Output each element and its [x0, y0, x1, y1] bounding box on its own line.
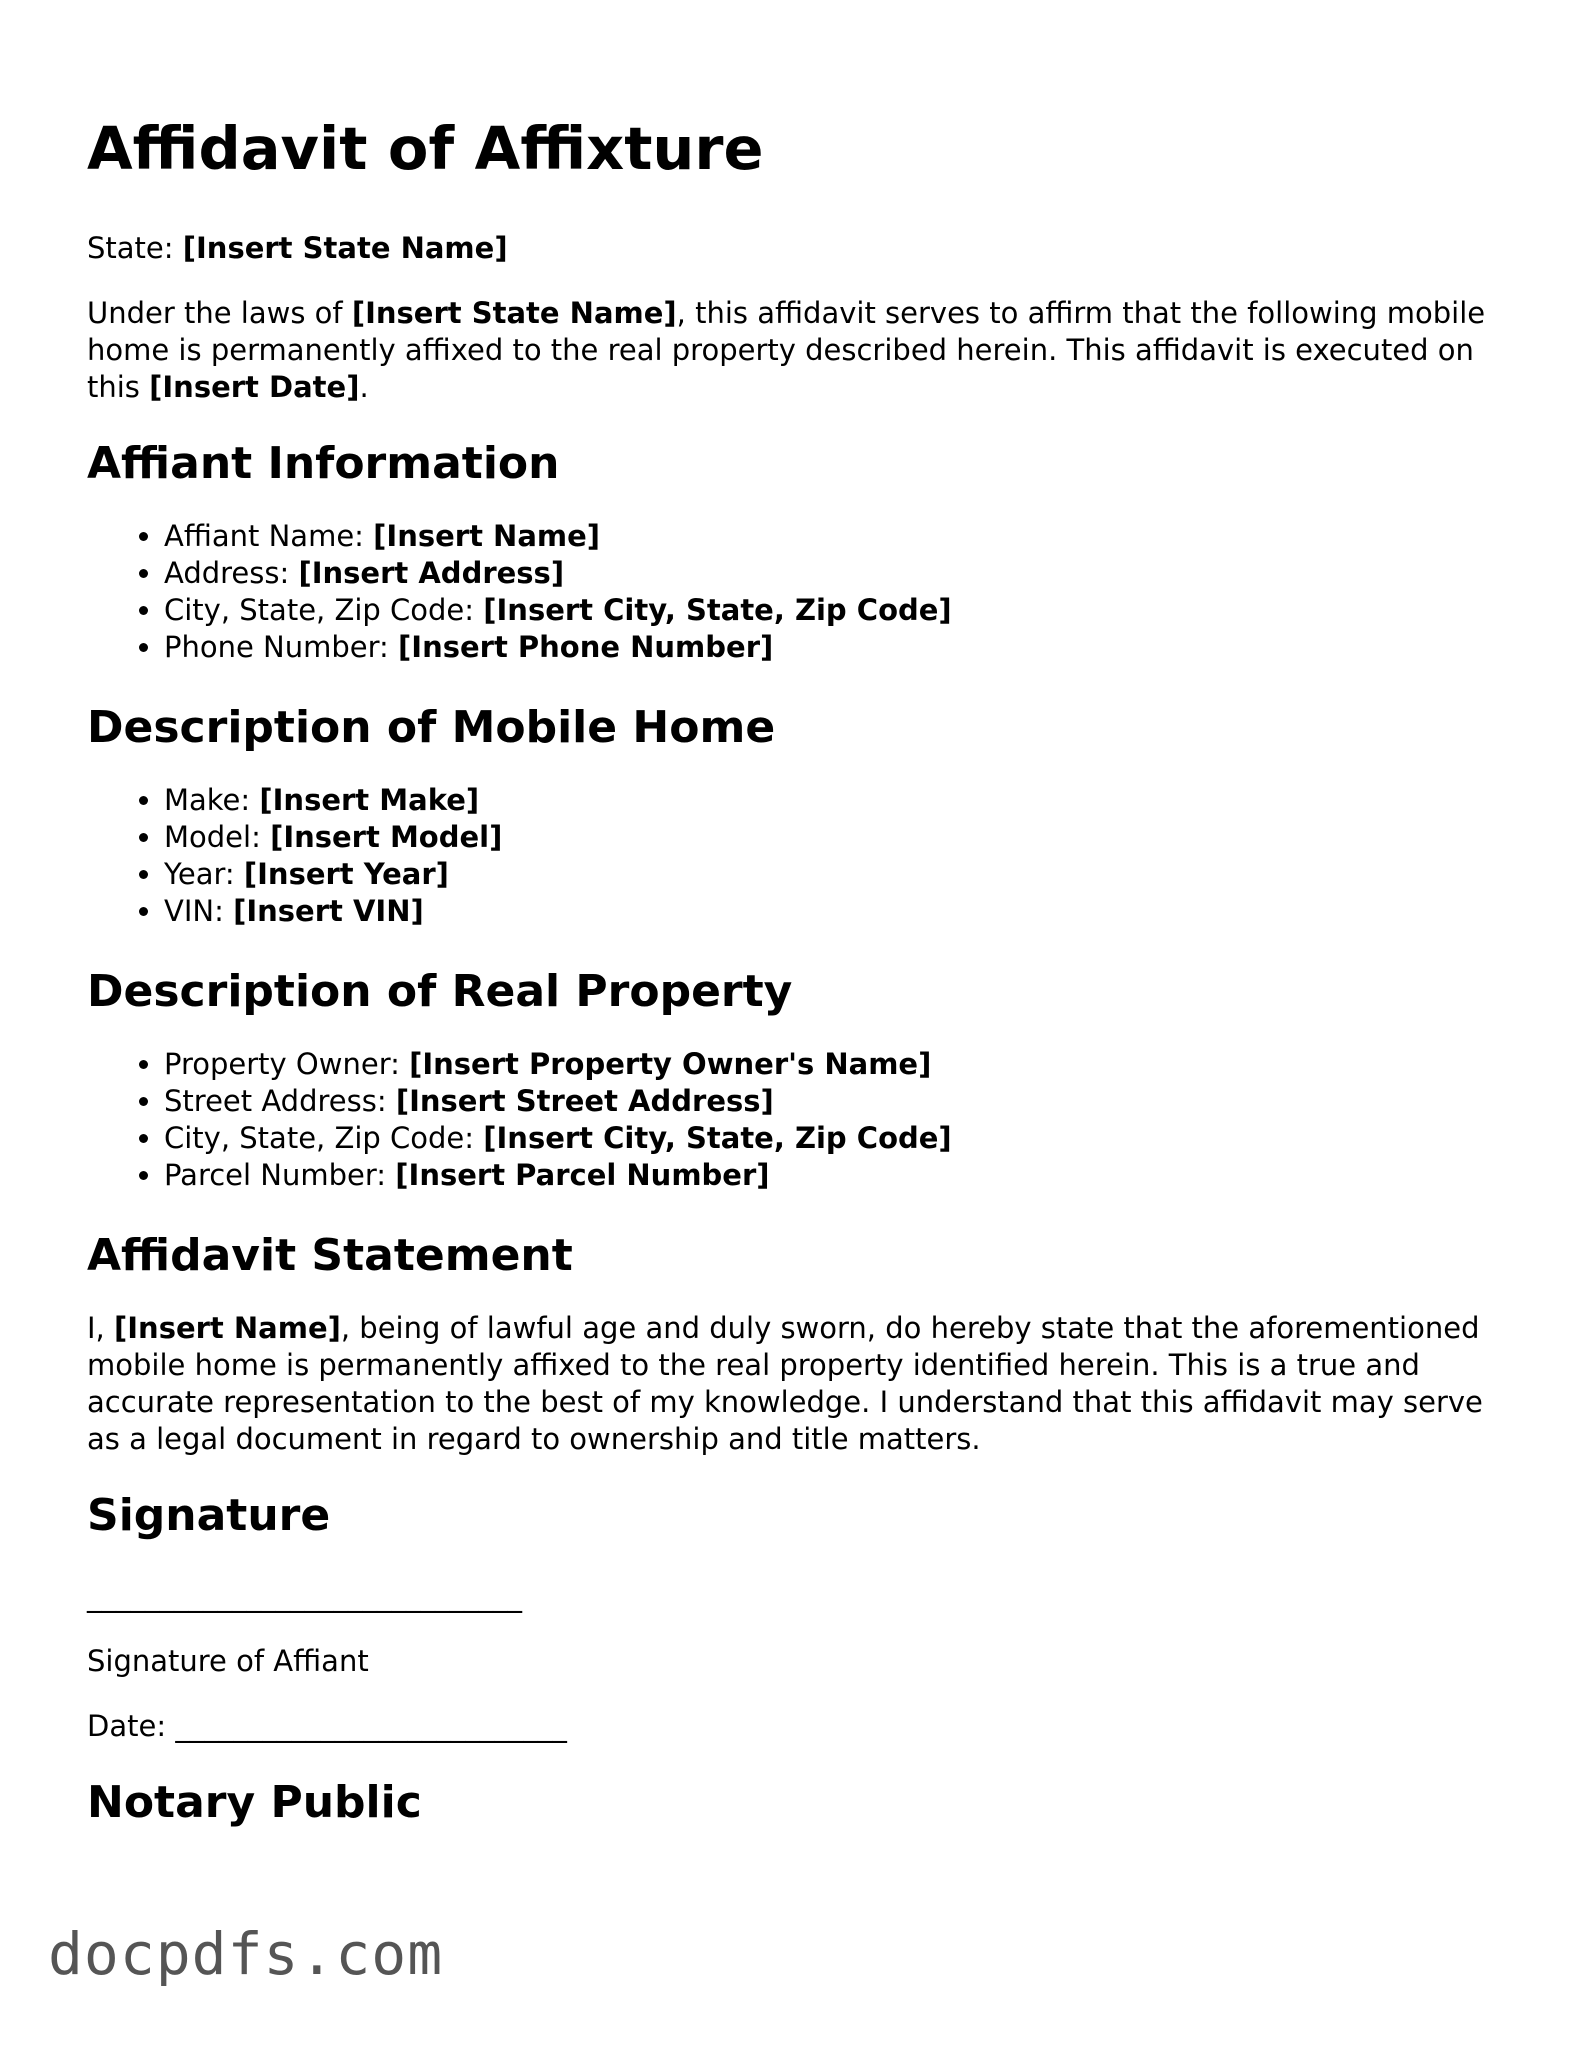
item-label: Parcel Number:: [164, 1158, 396, 1192]
item-value: [Insert Parcel Number]: [395, 1158, 770, 1192]
list-item: [164, 1120, 1507, 1157]
item-value: [Insert VIN]: [233, 894, 424, 928]
date-label: Date:: [87, 1709, 176, 1743]
property-list: [87, 1046, 1507, 1194]
intro-paragraph: [87, 295, 1507, 406]
signature-caption: Signature of Affiant: [87, 1644, 369, 1678]
item-value: [Insert Name]: [373, 519, 601, 553]
item-value: [Insert Phone Number]: [398, 630, 774, 664]
item-value: [Insert Street Address]: [395, 1084, 774, 1118]
item-value: [Insert City, State, Zip Code]: [483, 593, 952, 627]
list-item: [164, 518, 1507, 555]
statement-paragraph: [87, 1310, 1507, 1458]
item-label: Year:: [164, 857, 244, 891]
item-value: [Insert City, State, Zip Code]: [483, 1121, 952, 1155]
document-page: [87, 104, 1507, 1857]
list-item: [164, 592, 1507, 629]
item-label: Phone Number:: [164, 630, 399, 664]
list-item: [164, 782, 1507, 819]
item-label: VIN:: [164, 894, 234, 928]
notary-heading: Notary Public: [87, 1777, 422, 1828]
list-item: [164, 893, 1507, 930]
signature-line: ______________________________: [87, 1579, 522, 1613]
intro-text-1: Under the laws of: [87, 296, 352, 330]
item-label: Model:: [164, 820, 271, 854]
list-item: [164, 1083, 1507, 1120]
list-item: [164, 1157, 1507, 1194]
item-value: [Insert Model]: [270, 820, 503, 854]
list-item: [164, 555, 1507, 592]
item-value: [Insert Year]: [243, 857, 449, 891]
item-value: [Insert Property Owner's Name]: [409, 1047, 932, 1081]
state-line: [87, 230, 1507, 267]
statement-name: [Insert Name]: [114, 1311, 341, 1345]
item-label: City, State, Zip Code:: [164, 1121, 484, 1155]
watermark-text: docpdfs.com: [48, 1920, 444, 1988]
list-item: [164, 629, 1507, 666]
date-line: [87, 1708, 1507, 1745]
property-heading: Description of Real Property: [87, 966, 793, 1017]
intro-text-2: , this affidavit serves to affirm that the following mobile home is permanently affixed to the real property described herein. This affidavit is executed on this: [87, 296, 1486, 404]
item-label: Street Address:: [164, 1084, 396, 1118]
list-item: [164, 1046, 1507, 1083]
state-value: [Insert State Name]: [182, 231, 508, 265]
date-blank: ___________________________: [175, 1709, 567, 1743]
item-label: Make:: [164, 783, 260, 817]
list-item: [164, 819, 1507, 856]
item-label: Address:: [164, 556, 299, 590]
statement-text-2: , being of lawful age and duly sworn, do hereby state that the aforementioned mobile home is permanently affixed to the real property identified herein. This is a true and accurate representation to the best of my knowledge. I understand that this affidavit may serve as a legal document in regard to ownership and title matters.: [87, 1311, 1483, 1456]
item-label: Affiant Name:: [164, 519, 374, 553]
item-label: City, State, Zip Code:: [164, 593, 484, 627]
statement-heading: Affidavit Statement: [87, 1230, 573, 1281]
list-item: [164, 856, 1507, 893]
affiant-heading: Affiant Information: [87, 438, 560, 489]
item-value: [Insert Make]: [259, 783, 480, 817]
intro-state: [Insert State Name]: [351, 296, 677, 330]
item-value: [Insert Address]: [298, 556, 565, 590]
signature-heading: Signature: [87, 1490, 331, 1541]
statement-text-1: I,: [87, 1311, 114, 1345]
affiant-list: [87, 518, 1507, 666]
mobile-home-list: [87, 782, 1507, 930]
state-label: State:: [87, 231, 183, 265]
mobile-home-heading: Description of Mobile Home: [87, 702, 776, 753]
intro-date: [Insert Date]: [149, 370, 360, 404]
intro-text-3: .: [359, 370, 369, 404]
document-title: Affidavit of Affixture: [87, 114, 764, 183]
item-label: Property Owner:: [164, 1047, 410, 1081]
